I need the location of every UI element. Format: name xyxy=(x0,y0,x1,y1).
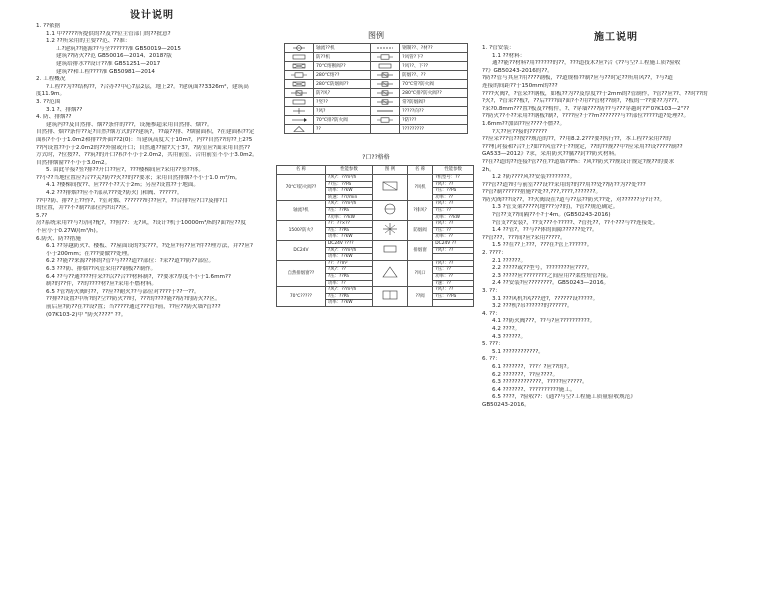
right-line: ??》GB50243-2016的??。 xyxy=(482,67,553,74)
legend-symbol xyxy=(285,80,314,89)
legend-label: 70℃常?防火阀 xyxy=(400,80,468,89)
legend-symbol xyxy=(371,71,400,80)
equipment-row xyxy=(277,175,474,182)
legend-symbol xyxy=(371,89,400,98)
legend-symbol xyxy=(371,98,400,107)
right-line: 2.2 ?????或??型号，????????应????。 xyxy=(492,265,593,272)
left-line: 4.2 ???排烟??应不?部从???处?防火门和阀、??????。 xyxy=(46,190,183,197)
left-line: 建筑??防火??范 GB50016—2014、2018?版 xyxy=(56,53,172,60)
left-line: 小于200mm；在???要做??处理。 xyxy=(46,250,133,257)
right-line: 4.2 ????。 xyxy=(492,325,521,332)
right-line: 2.3 ?????应????????之间应用??柔性短管?接。 xyxy=(492,272,612,279)
right-line: 4. ??： xyxy=(482,310,501,317)
legend-label: 70℃熔断阀?? xyxy=(314,62,371,71)
right-line: 1.3 ?管支架?????(地???分?的)，?管??规范确定。 xyxy=(492,204,619,211)
right-line: GB50243-2016。 xyxy=(482,401,530,408)
right-line: ?管??支??间隔??不?于4m。(GB50243-2016) xyxy=(492,212,611,219)
legend-symbol xyxy=(285,116,314,125)
equipment-param-2: ?风?：?? xyxy=(433,247,474,254)
design-notes-column xyxy=(36,0,268,319)
legend-symbol xyxy=(371,62,400,71)
legend-symbol xyxy=(285,71,314,80)
legend-label: ?风? xyxy=(314,107,371,116)
right-line: 2.1 ??????。 xyxy=(492,257,527,264)
right-line: 2.4 ??安装?应????????。GB50243—2016。 xyxy=(492,280,610,287)
left-line: 工?建筑??能源??与全??????准 GB50019—2015 xyxy=(56,45,181,52)
right-line: 1.1 ??材料： xyxy=(492,52,526,59)
equipment-header: 性能参数 xyxy=(325,166,372,175)
equipment-table-title: ?口??格格 xyxy=(362,154,390,161)
legend-row xyxy=(285,53,468,62)
legend-row xyxy=(285,116,468,125)
legend-label: ?竖?? xyxy=(314,98,371,107)
legend-label: ?? xyxy=(314,125,371,134)
legend-label: 防?风? xyxy=(314,89,371,98)
left-line: 6.5 ?管?防火阀时??，??应??耐火??与部位对????于??一??。 xyxy=(46,288,200,295)
legend-row xyxy=(285,125,468,134)
equipment-header: 图 例 xyxy=(373,166,408,175)
equipment-param-2: ?风?：?? xyxy=(433,181,474,188)
legend-row xyxy=(285,44,468,53)
equipment-param-2: 功率：??kW xyxy=(433,214,474,221)
right-line: 3.1 ???风机?风???进?，??????设?????。 xyxy=(492,295,599,302)
legend-row xyxy=(285,71,468,80)
equipment-name: 轴流?机 xyxy=(277,201,326,221)
left-line: 自然排烟窗??不小于3.0m2。 xyxy=(36,159,111,166)
equipment-param: ?风?：??m³/h xyxy=(325,247,372,254)
legend-row xyxy=(285,80,468,89)
right-line: 4.3 ??????。 xyxy=(492,333,527,340)
equipment-symbol xyxy=(373,260,408,286)
right-line: ?火?，?管采??板?，??后????面?面?不?用??管材??制?，?板的一??要??为???， xyxy=(482,98,683,105)
right-line: ?管支??安装?，??支???不?????、?管托??，??不???与??连接处。 xyxy=(492,219,659,226)
right-line: ??防火??不??采用??钢板?制?，????应?于??m???????与??部位?????道?处理??。 xyxy=(482,113,690,120)
right-line: ??管?制??????措施??处??,???,????,???????。 xyxy=(482,189,602,196)
right-line: 1.5 ??在??上???，???在?管上??????。 xyxy=(492,242,593,249)
equipment-param-2 xyxy=(433,300,474,307)
equipment-param-2: ?压：??Pa xyxy=(433,188,474,195)
left-line: ??排??设置?中所?的?空??防火??时，???的????能??防?的防火??区。 xyxy=(46,296,221,303)
legend-symbol xyxy=(285,125,314,134)
right-line: 3.2 ???机?吊??????的??????。 xyxy=(492,303,573,310)
equipment-name: DC24V xyxy=(277,240,326,260)
equipment-param-2: ?风?：?? xyxy=(433,221,474,228)
equipment-param: ?风?：??m³/h xyxy=(325,201,372,208)
legend-column xyxy=(276,0,476,307)
equipment-param-2: ?压：?? xyxy=(433,227,474,234)
left-line: 3.1 ?、排烟?? xyxy=(46,106,83,113)
right-line: ???管??道?时与前室???设??采用的?的??用??处??防??为??处??? xyxy=(482,181,646,188)
left-line: 前后应?防??在??设?置；当?????通过???管?前，??应??防火墙?管??? xyxy=(46,303,221,310)
legend-row xyxy=(285,98,468,107)
equipment-param-2: ?风?：?? xyxy=(433,287,474,294)
left-line: 面积?不小于1.0m2和排??外面??2(0)：当建筑高度大于10m?，内??自然??的??上2?5 xyxy=(36,136,253,143)
equipment-symbol xyxy=(373,221,408,241)
right-line: 4.1 ??防火阀???，??与?应??????????。 xyxy=(492,318,596,325)
equipment-name: 70℃????? xyxy=(277,287,326,307)
left-line: ?工程??为??结构??，?合办??中心7层2层，地上2?。?建筑面??3326m²，建筑高 xyxy=(46,83,249,90)
right-line: 1.4 ??管?，??与??体的间隙??????处??。 xyxy=(492,227,598,234)
design-notes-title: 设计说明 xyxy=(130,10,174,21)
legend-label: 70℃排?防火阀 xyxy=(314,116,371,125)
left-line: (07K103-2)中 "防火????" ??。 xyxy=(46,311,127,318)
equipment-param: ?压：??Pa xyxy=(325,207,372,214)
equipment-table xyxy=(276,165,474,307)
legend-label: 轴流??机 xyxy=(314,44,371,53)
equipment-param-2: ?风?：?? xyxy=(433,201,474,208)
equipment-param-2: ?机型号：?? xyxy=(433,175,474,182)
left-line: 自然排、烟??条件??足?自然?烟方式的??建筑?，??最??排、?烟窗面积，?在建面积??定 xyxy=(36,129,255,136)
right-line: 6.3 ?????????????，?????应?????。 xyxy=(492,379,588,386)
equipment-param-2: ?压：??Pa xyxy=(433,293,474,300)
legend-symbol xyxy=(371,53,400,62)
equipment-name-2: 排烟窗 xyxy=(408,240,433,260)
equipment-param-2: 功率：?? xyxy=(433,234,474,241)
legend-symbol xyxy=(371,44,400,53)
equipment-symbol xyxy=(373,240,408,260)
equipment-symbol xyxy=(373,175,408,201)
left-line: 2. 工程概况 xyxy=(36,76,66,83)
left-line: ??内设置??小于2.0m2的??外窗或开口；自然通??窗?大于3?，?防室应?面采用自然?? xyxy=(36,144,251,151)
right-line: ??管???，???间?应?采用?????。 xyxy=(482,234,566,241)
right-line: 1.6mm??加固??应????不燃??。 xyxy=(482,120,566,127)
equipment-param: ?压：??Pa xyxy=(325,273,372,280)
right-line: 6. ??： xyxy=(482,356,501,363)
right-line: 通??能??材料?用??????的??，???道技术?应?合《??与空?工程施工质?验收 xyxy=(492,60,681,67)
legend-label: 280℃熔?? xyxy=(314,71,371,80)
left-line: 6.1 ??穿越防火?、楼板、??屋面设的?实???，?处应?有??应?件??理方法，并??应? xyxy=(46,243,253,250)
right-line: 2. ????： xyxy=(482,250,507,257)
equipment-row xyxy=(277,221,474,228)
left-line: 方式时，?位按??、??筑?的开口?积?不小于2.0m2，共用前室、合用前室不小于3.0m2。 xyxy=(36,152,258,159)
legend-symbol xyxy=(371,125,400,134)
legend-title: 图例 xyxy=(368,31,384,40)
equipment-param: 功率：??kW xyxy=(325,300,372,307)
equipment-param-2: ?压：?? xyxy=(433,267,474,274)
equipment-row xyxy=(277,260,474,267)
equipment-row xyxy=(277,201,474,208)
legend-label: 防??机 xyxy=(314,53,371,62)
left-line: 不应小于0.27W/(m³/h)。 xyxy=(36,228,102,235)
equipment-param: 功率：??kW xyxy=(325,254,372,261)
right-line: 6.4 ???????、??????????施工。 xyxy=(492,386,576,393)
equipment-header: 性能参数 xyxy=(433,166,474,175)
right-line: ?采?0.8mm???置?板及??构件，?、?穿墙????防??与???穿越时??"0?K103—2"?? xyxy=(482,105,690,112)
legend-label: ?风??、下?? xyxy=(400,62,468,71)
right-line: ??应采???管??按??规范的??，??用8.2.2???要?执行??，本工程??采用??的 xyxy=(482,136,671,143)
right-line: ???机对接和?合?上?如??风管??于??规定，??的??规??中?应采用??设?????制?? xyxy=(482,143,683,150)
right-line: 5.1 ????????????。 xyxy=(492,348,544,355)
legend-label: 280℃排?防火阀?? xyxy=(400,89,468,98)
equipment-param: ?压：??Pa xyxy=(325,227,372,234)
left-line: 建筑给排水??设计??准 GB51251—2017 xyxy=(56,60,161,67)
left-line: 的位置，并??不?制??部位内?出??区。 xyxy=(36,205,133,212)
legend-symbol xyxy=(285,53,314,62)
left-line: 制?的??件，??的????材?应?采用不燃材料。 xyxy=(46,281,157,288)
equipment-param-2 xyxy=(433,254,474,261)
right-line: GA533—2012》?求，采用防火??腻??封??防火材料。 xyxy=(482,151,620,158)
right-line: 6.2 ???????，??应????。 xyxy=(492,371,559,378)
right-line: 1. ?管安装： xyxy=(482,45,515,51)
equipment-param: ?压：??Pa xyxy=(325,293,372,300)
left-line: 建筑内??及自然排、烟??条件的???，设施参超采用自然排、烟??。 xyxy=(46,121,213,128)
left-line: 4. 防、排烟?? xyxy=(36,114,72,121)
left-line: 1.1 甲?????所提供的??及??位主管部门的??批意? xyxy=(46,30,171,37)
left-line: 6.4 ??与??通????件采??以??合??材料制?，??要求?厚度不小于1.6mm?? xyxy=(46,273,231,280)
legend-row xyxy=(285,62,468,71)
equipment-name: 1500?防火? xyxy=(277,221,326,241)
legend-symbol xyxy=(285,44,314,53)
left-line: 6.3 ???防、排烟??风管采用??钢板??制作。 xyxy=(46,266,157,272)
equipment-name: 70℃?防火阀?? xyxy=(277,175,326,201)
equipment-header: 名 称 xyxy=(408,166,433,175)
equipment-row xyxy=(277,287,474,294)
equipment-param: 功率：??kW xyxy=(325,188,372,195)
right-line: 5. ???： xyxy=(482,341,504,348)
right-line: 6.5 ????，?验收??：《通??与空?工程施工质量验收规范》 xyxy=(492,394,636,401)
equipment-param-2: ?压：?? xyxy=(433,207,474,214)
right-line: ?防火阀???设??，??火阀设在?道与??层??防火??处，对??????分?计??。 xyxy=(482,196,666,203)
equipment-param: ?风?：?? xyxy=(325,267,372,274)
equipment-param: ?风?：??m³/h xyxy=(325,175,372,182)
legend-label: ????????? xyxy=(400,125,468,134)
left-line: 3. ??范围 xyxy=(36,98,61,105)
left-line: 6.2 ??能??来源??体的?管?与????道??部位：?采??道??防??部位。 xyxy=(46,258,215,265)
legend-symbol xyxy=(285,107,314,116)
equipment-param-2: DC24V ?? xyxy=(433,240,474,247)
right-line: 2h。 xyxy=(482,166,495,173)
equipment-param: ?功率：??kW xyxy=(325,214,372,221)
equipment-name: 自然排烟窗?? xyxy=(277,260,326,286)
left-line: 度11.9m。 xyxy=(36,91,66,98)
legend-label: 常?防烟阀? xyxy=(400,98,468,107)
legend-label: 280℃防烟阀?? xyxy=(314,80,371,89)
equipment-param: ??压：??Pa xyxy=(325,181,372,188)
equipment-row xyxy=(277,240,474,247)
left-line: ??小??当地位置应?合??关?防??火??的??要求；采用自然排烟?不小于1.0 m²/m。 xyxy=(36,174,241,181)
equipment-header: 名 称 xyxy=(277,166,326,175)
legend-row xyxy=(285,89,468,98)
equipment-param-2: ?风?：?? xyxy=(433,260,474,267)
left-line: 6.防火、防??措施 xyxy=(36,235,81,242)
legend-table xyxy=(284,43,468,134)
left-line: 建筑??和工程????准 GB50981—2014 xyxy=(56,68,155,75)
equipment-name-2: ??阀 xyxy=(408,287,433,307)
right-line: 3. ??： xyxy=(482,288,501,294)
legend-symbol xyxy=(371,107,400,116)
equipment-param: 转速：??r/min xyxy=(325,194,372,201)
right-line: 6.1 ???????，???？?应??的?。 xyxy=(492,363,573,370)
legend-label: 防烟??、?? xyxy=(400,71,468,80)
left-line: 1.2 ??所采用的主要??范、??准： xyxy=(46,38,131,45)
left-line: 房?系统采用??与?房同?配?，??照??：无?风，?设计?机于10000m³/h的?面?应??度 xyxy=(36,220,247,227)
left-line: 1. ??依据 xyxy=(36,23,61,29)
equipment-param-2: ?速：?? xyxy=(433,280,474,287)
legend-label: 钢制??、?材?? xyxy=(400,44,468,53)
legend-symbol xyxy=(371,80,400,89)
equipment-symbol xyxy=(373,287,408,307)
left-line: 5.?? xyxy=(36,212,48,219)
legend-symbol xyxy=(371,116,400,125)
construction-notes-column xyxy=(482,0,750,410)
left-line: 5. 由此平接?竖?排??开口??应?，???楼梯间应?采用??竖??体。 xyxy=(46,167,204,174)
design-notes-body xyxy=(36,23,268,319)
right-line: ????火阀?，?管采??钢板，如板??为??及厚度??于2mm的?管制作，?管??应??、??时??的 xyxy=(482,90,708,97)
equipment-param: ?风?：??m³/h xyxy=(325,287,372,294)
left-line: 4.1 ?楼梯间按??、应???不??大于2m；另应?设置??于地面。 xyxy=(46,182,200,189)
equipment-param-2: 功率：?? xyxy=(433,194,474,201)
equipment-name-2: ?风口 xyxy=(408,260,433,286)
equipment-param: ??：??m² xyxy=(325,260,372,267)
equipment-param: DC24V ???? xyxy=(325,240,372,247)
construction-notes-title: 施工说明 xyxy=(594,32,638,43)
legend-label: ?风管?下? xyxy=(400,53,468,62)
right-line: ??在??道的??连接?管??在??道墙??Fh：?风??防火??规设计规定?规??的要求 xyxy=(482,158,675,165)
legend-symbol xyxy=(285,89,314,98)
equipment-name-2: ?风机 xyxy=(408,175,433,201)
equipment-name-2: 防烟阀 xyxy=(408,221,433,241)
right-line: 连接的间距??于150mm的??? xyxy=(482,82,558,89)
construction-notes-body xyxy=(482,45,750,410)
right-line: 1.2 ?防????风??安装????????。 xyxy=(492,174,576,181)
legend-symbol xyxy=(285,62,314,71)
equipment-symbol xyxy=(373,201,408,221)
legend-row xyxy=(285,107,468,116)
left-line: ??中?防、排??上??作?、?室对烟、???????时??应?，??合排?应?口?及排?口 xyxy=(36,197,228,204)
equipment-param: 功率：?? xyxy=(325,280,372,287)
equipment-param-2: 功率：?? xyxy=(433,273,474,280)
right-line: ?防??管与其应?用????钢板，??道规格??制?应与??时定??所用风??，?与?道 xyxy=(482,75,674,82)
legend-label: ?防??? xyxy=(400,116,468,125)
right-line: ?大??应??接的?????? xyxy=(492,128,548,135)
legend-label: ?????向?? xyxy=(400,107,468,116)
equipment-param: 功率：??kW xyxy=(325,234,372,241)
equipment-param: ??：??×?? xyxy=(325,221,372,228)
equipment-name-2: ?排风? xyxy=(408,201,433,221)
legend-symbol xyxy=(285,98,314,107)
